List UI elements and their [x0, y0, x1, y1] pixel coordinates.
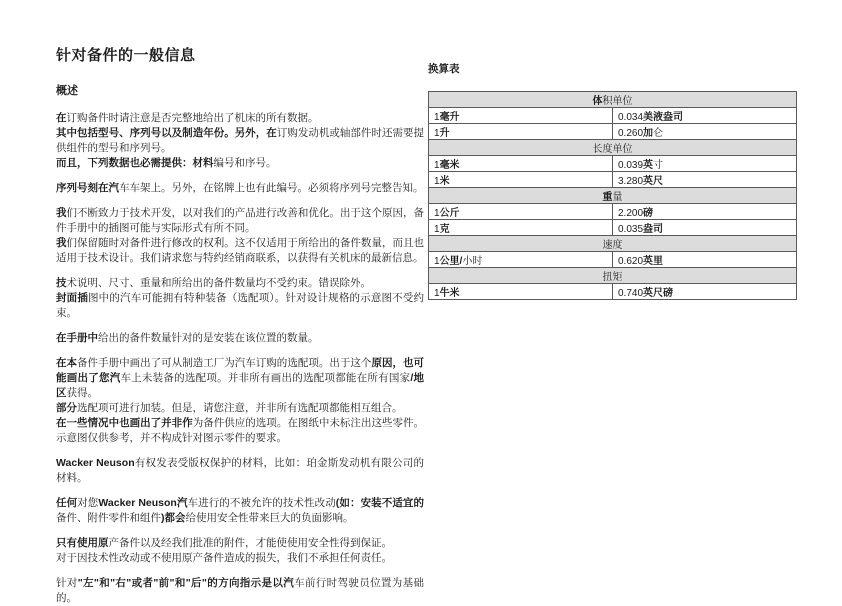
bold-text-run: 原因，也可能画出了您汽: [56, 357, 425, 384]
table-section-row: [429, 236, 797, 252]
bold-text-run: 加: [643, 128, 654, 139]
bold-text-run: 重: [602, 192, 613, 203]
imperial-value-cell: [613, 220, 797, 236]
imperial-value-cell: [613, 124, 797, 140]
bold-text-run: 其中包括型号、序列号以及制造年份。另外，在: [56, 127, 277, 139]
metric-unit-cell: [429, 124, 613, 140]
paragraph-line: [56, 331, 424, 346]
metric-unit-cell: [429, 156, 613, 172]
text-run: 车上未装备的选配项。并非所有画出的选配项都能在所有国家: [120, 372, 411, 384]
bold-text-run: "左"和"右"或者"前"和"后"的方向指示是以汽: [77, 577, 295, 589]
imperial-value-cell: [613, 172, 797, 188]
text-run: 给使用安全性带来巨大的负面影响。: [185, 512, 354, 524]
bold-text-run: 公斤: [439, 208, 460, 219]
text-run: 长度单位: [592, 144, 633, 155]
paragraph-line: [56, 416, 424, 446]
text-run: 对于因技术性改动或不使用原产备件造成的损失，我们不承担任何责任。: [56, 552, 392, 564]
metric-unit-cell: [429, 252, 613, 268]
table-data-row: [429, 220, 797, 236]
bold-text-run: 牛米: [439, 288, 460, 299]
text-run: 2.200: [618, 208, 644, 219]
text-run: 编号和序号。: [213, 157, 277, 169]
paragraph-line: [56, 401, 424, 416]
paragraph-line: [56, 156, 424, 171]
paragraph-line: [56, 126, 424, 156]
table-data-row: [429, 204, 797, 220]
text-run: 0.740: [618, 288, 644, 299]
conversion-table-heading: 换算表: [428, 63, 460, 75]
table-section-row: [429, 92, 797, 108]
text-run: 0.039: [618, 160, 644, 171]
metric-unit-cell: [429, 220, 613, 236]
bold-text-run: )都会: [161, 512, 186, 524]
text-run: 小时: [462, 256, 483, 267]
paragraph-line: [56, 291, 424, 321]
text-run: 车车架上。另外，在铭牌上也有此编号。必须将序列号完整告知。: [119, 182, 424, 194]
bold-text-run: 盎司: [643, 224, 664, 235]
conversion-table: [428, 91, 797, 300]
bold-text-run: 英: [643, 160, 654, 171]
table-data-row: [429, 172, 797, 188]
bold-text-run: 在手册中: [56, 332, 98, 344]
text-run: 们不断致力于技术开发，以对我们的产品进行改善和优化。出于这个原因，备件手册中的插图可能与实际形式有所不同。: [56, 207, 424, 234]
paragraph-line: [56, 206, 424, 236]
bold-text-run: 公里/: [439, 256, 463, 267]
paragraph: [56, 206, 424, 266]
bold-text-run: 毫米: [439, 160, 460, 171]
text-run: 给出的备件数量针对的是安装在该位置的数量。: [98, 332, 319, 344]
text-run: 0.260: [618, 128, 644, 139]
text-run: 仑: [653, 128, 664, 139]
bold-text-run: 磅: [643, 208, 654, 219]
text-run: 针对: [56, 577, 78, 589]
text-run: 获得。: [66, 387, 98, 399]
bold-text-run: Wacker Neuson: [56, 457, 135, 469]
text-run: 产备件以及经我们批准的附件，才能使使用安全性得到保证。: [108, 537, 392, 549]
paragraph: [56, 181, 424, 196]
imperial-value-cell: [613, 284, 797, 300]
text-run: 车进行的不被允许的技术性改动: [187, 497, 336, 509]
bold-text-run: 只有使用原: [56, 537, 109, 549]
overview-heading: 概述: [56, 85, 78, 97]
bold-text-run: 美液盎司: [643, 112, 684, 123]
text-run: 1: [434, 224, 440, 235]
bold-text-run: 毫升: [439, 112, 460, 123]
bold-text-run: 米: [439, 176, 450, 187]
table-section-row: [429, 268, 797, 284]
text-run: 1: [434, 112, 440, 123]
text-run: 速度: [602, 240, 623, 251]
paragraph-line: [56, 551, 424, 566]
conversion-table-body: [429, 92, 797, 300]
bold-text-run: Wacker Neuson汽: [98, 497, 188, 509]
text-run: 车前行时驾驶员位置为基础的。: [56, 577, 425, 604]
paragraph: [56, 331, 424, 346]
paragraph-line: [56, 236, 424, 266]
text-run: 选配项可进行加装。但是，请您注意，并非所有选配项都能相互组合。: [77, 402, 403, 414]
paragraph-line: [56, 181, 424, 196]
paragraph-line: [56, 576, 424, 606]
text-run: 3.280: [618, 176, 644, 187]
bold-text-run: 我: [56, 237, 67, 249]
text-run: 图中的汽车可能拥有特种装备（选配项）。针对设计规格的示意图不受约束。: [56, 292, 425, 319]
paragraph: [56, 111, 424, 171]
paragraph: [56, 496, 424, 526]
general-info-section: [56, 48, 424, 606]
bold-text-run: 在: [56, 112, 67, 124]
table-data-row: [429, 284, 797, 300]
paragraph-line: [56, 456, 424, 486]
text-run: 1: [434, 128, 440, 139]
bold-text-run: 英尺磅: [643, 288, 674, 299]
bold-text-run: 序列号刻在汽: [56, 182, 119, 194]
table-data-row: [429, 252, 797, 268]
text-run: 为备件供应的选项。在图纸中未标注出这些零件。示意图仅供参考，并不构成针对图示零件的要求。: [56, 417, 425, 444]
paragraph: [56, 576, 424, 606]
page-title: 针对备件的一般信息: [56, 47, 196, 64]
text-run: 1: [434, 176, 440, 187]
bold-text-run: 而且，下列数据也必需提供：材料: [56, 157, 214, 169]
table-data-row: [429, 108, 797, 124]
text-run: 1: [434, 256, 440, 267]
text-run: 有权发表受版权保护的材料，比如：珀金斯发动机有限公司的材料。: [56, 457, 424, 484]
bold-text-run: 克: [439, 224, 450, 235]
metric-unit-cell: [429, 172, 613, 188]
text-run: 1: [434, 208, 440, 219]
text-run: 1: [434, 160, 440, 171]
text-run: 扭矩: [602, 272, 623, 283]
text-run: 积单位: [602, 96, 633, 107]
bold-text-run: 升: [439, 128, 450, 139]
imperial-value-cell: [613, 108, 797, 124]
text-run: 们保留随时对备件进行修改的权利。这不仅适用于所给出的备件数量，而且也适用于技术设计。我们请求您与特约经销商联系，以获得有关机床的最新信息。: [56, 237, 424, 264]
bold-text-run: 我: [56, 207, 67, 219]
bold-text-run: 体: [592, 96, 603, 107]
paragraph: [56, 356, 424, 446]
text-run: 寸: [653, 160, 664, 171]
paragraph: [56, 276, 424, 321]
paragraph-line: [56, 496, 424, 526]
table-section-header-cell: [429, 92, 797, 108]
text-run: 订购备件时请注意是否完整地给出了机床的所有数据。: [66, 112, 319, 124]
bold-text-run: 封面插: [56, 292, 89, 304]
bold-text-run: (如：安装不适宜的: [335, 497, 425, 509]
bold-text-run: 在一些情况中也画出了并非作: [56, 417, 193, 429]
table-section-header-cell: [429, 236, 797, 252]
imperial-value-cell: [613, 252, 797, 268]
table-data-row: [429, 156, 797, 172]
text-run: 订购发动机或轴部件时还需要提供组件的型号和序列号。: [56, 127, 425, 154]
table-data-row: [429, 124, 797, 140]
metric-unit-cell: [429, 284, 613, 300]
paragraph: [56, 536, 424, 566]
text-run: 对您: [77, 497, 99, 509]
text-run: 0.034: [618, 112, 644, 123]
text-run: 量: [612, 192, 623, 203]
bold-text-run: 英尺: [643, 176, 664, 187]
paragraph-line: [56, 356, 424, 401]
table-section-header-cell: [429, 268, 797, 284]
bold-text-run: 技: [56, 277, 67, 289]
paragraph: [56, 456, 424, 486]
table-section-row: [429, 140, 797, 156]
bold-text-run: 英里: [643, 256, 664, 267]
conversion-section: [428, 64, 797, 300]
bold-text-run: 任何: [56, 497, 78, 509]
text-run: 1: [434, 288, 440, 299]
bold-text-run: /地区: [56, 372, 425, 399]
bold-text-run: 在本: [56, 357, 78, 369]
table-section-header-cell: [429, 140, 797, 156]
metric-unit-cell: [429, 204, 613, 220]
table-section-header-cell: [429, 188, 797, 204]
text-run: 术说明、尺寸、重量和所给出的备件数量均不受约束。错误除外。: [66, 277, 371, 289]
imperial-value-cell: [613, 204, 797, 220]
text-run: 备件、附件零件和组件: [56, 512, 161, 524]
bold-text-run: 部分: [56, 402, 77, 414]
text-run: 备件手册中画出了可从制造工厂为汽车订购的选配项。出于这个: [77, 357, 372, 369]
text-run: 0.035: [618, 224, 644, 235]
paragraph-line: [56, 276, 424, 291]
body-paragraphs: [56, 111, 424, 606]
text-run: 0.620: [618, 256, 644, 267]
table-section-row: [429, 188, 797, 204]
imperial-value-cell: [613, 156, 797, 172]
paragraph-line: [56, 536, 424, 551]
metric-unit-cell: [429, 108, 613, 124]
paragraph-line: [56, 111, 424, 126]
